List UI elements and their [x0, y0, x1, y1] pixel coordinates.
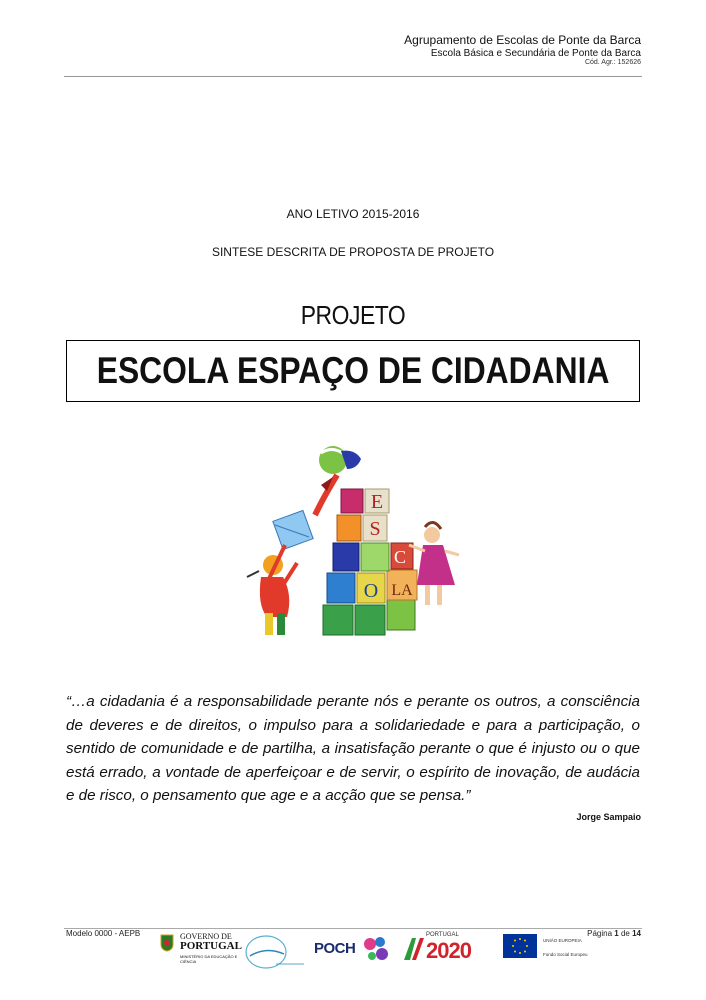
- portugal-text: PORTUGAL: [426, 932, 459, 938]
- portugal-2020-logo: [402, 932, 492, 968]
- page-of: de: [620, 929, 630, 938]
- gov-line2: PORTUGAL: [180, 940, 242, 952]
- project-title-box: [66, 340, 640, 402]
- footer-model: Modelo 0000 - AEPB: [66, 929, 141, 938]
- page-total: 14: [632, 929, 641, 938]
- header-code: Cód. Agr.: 152626: [584, 59, 641, 67]
- eu-flag-icon: [503, 934, 537, 958]
- gov-line1: GOVERNO DE: [180, 932, 232, 941]
- government-logo: [160, 932, 240, 972]
- eu-logo: [503, 934, 603, 964]
- svg-text:S: S: [369, 518, 381, 540]
- svg-text:C: C: [393, 547, 407, 567]
- school-year: ANO LETIVO 2015-2016: [286, 207, 420, 221]
- wave-circle-icon: [236, 930, 306, 970]
- portugal-shield-icon: [160, 934, 174, 952]
- eu-line2: Fundo Social Europeu: [543, 952, 588, 957]
- school-illustration: [237, 445, 467, 650]
- header-divider: [64, 76, 642, 77]
- circular-logo: [236, 930, 306, 970]
- page-current: 1: [614, 929, 619, 938]
- page-prefix: Página: [587, 929, 613, 938]
- citizenship-quote: “…a cidadania é a responsabilidade perante nós e perante os outros, a consciência de deveres e de direitos, o impulso para a solidariedade e para a participação, o sentido de comunidade e de partilha, a insatisfação perante o que é injusto ou o que está errado, a vontade de aperfeiçoar e de servir, o espírito de inovação, de audácia e de risco, o pensamento que age e a acção que se pensa.”: [66, 693, 640, 804]
- quote-author: Jorge Sampaio: [576, 812, 641, 822]
- portugal-2020-mark-icon: [402, 934, 424, 962]
- eu-line1: UNIÃO EUROPEIA: [543, 938, 582, 943]
- footer-divider: [64, 928, 642, 929]
- svg-text:O: O: [363, 580, 379, 602]
- document-header: [404, 34, 641, 67]
- synthesis-heading: SINTESE DESCRITA DE PROPOSTA DE PROJETO: [211, 245, 495, 259]
- poch-logo: [314, 932, 392, 966]
- svg-text:LA: LA: [391, 582, 413, 599]
- svg-text:E: E: [370, 491, 384, 513]
- gov-line3: MINISTÉRIO DA EDUCAÇÃO E CIÊNCIA: [180, 954, 238, 964]
- header-group-name: Agrupamento de Escolas de Ponte da Barca: [404, 33, 641, 47]
- p2020-text: 2020: [426, 938, 471, 963]
- header-school-name: Escola Básica e Secundária de Ponte da Barca: [430, 47, 641, 59]
- poch-text: POCH: [314, 940, 356, 957]
- poch-mark-icon: [362, 934, 392, 964]
- project-title: ESCOLA ESPAÇO DE CIDADANIA: [96, 350, 610, 391]
- children-building-blocks-icon: [237, 445, 467, 645]
- project-label: PROJETO: [300, 300, 406, 330]
